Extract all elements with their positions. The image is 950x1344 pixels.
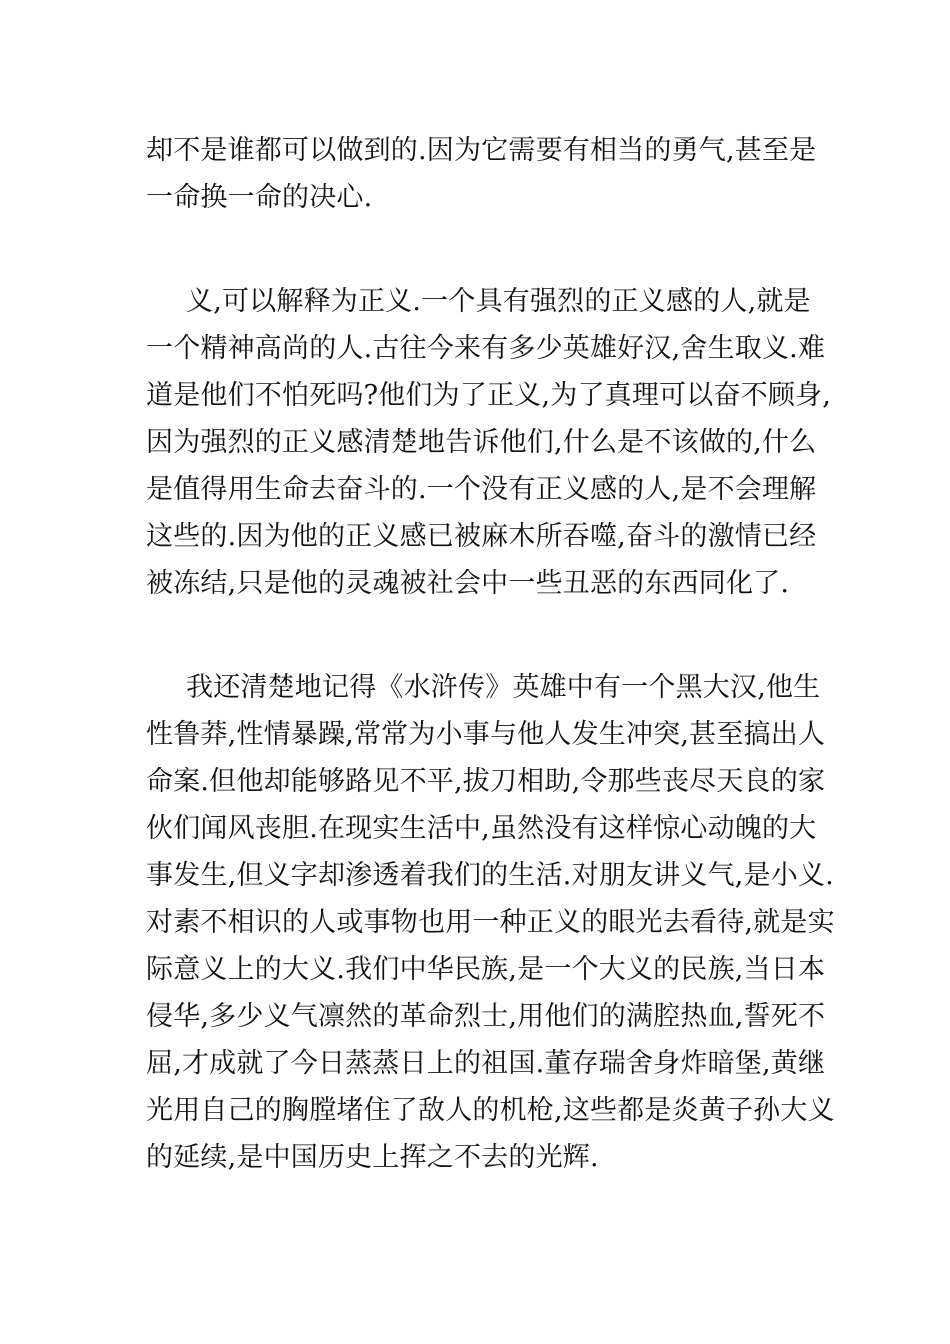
paragraph-2-line-1: 义,可以解释为正义.一个具有强烈的正义感的人,就是	[186, 286, 811, 317]
paragraph-3-line-6: 对素不相识的人或事物也用一种正义的眼光去看待,就是实	[146, 907, 835, 938]
paragraph-3-line-4: 伙们闻风丧胆.在现实生活中,虽然没有这样惊心动魄的大	[146, 813, 817, 844]
paragraph-2-line-3: 道是他们不怕死吗?他们为了正义,为了真理可以奋不顾身,	[146, 380, 832, 411]
paragraph-2-line-4: 因为强烈的正义感清楚地告诉他们,什么是不该做的,什么	[146, 427, 817, 458]
paragraph-3-line-5: 事发生,但义字却渗透着我们的生活.对朋友讲义气,是小义.	[146, 860, 834, 891]
paragraph-2-line-7: 被冻结,只是他的灵魂被社会中一些丑恶的东西同化了.	[146, 568, 790, 599]
paragraph-2-line-6: 这些的.因为他的正义感已被麻木所吞噬,奋斗的激情已经	[146, 521, 817, 552]
paragraph-3-line-2: 性鲁莽,性情暴躁,常常为小事与他人发生冲突,甚至搞出人	[146, 719, 826, 750]
paragraph-3-line-11: 的延续,是中国历史上挥之不去的光辉.	[146, 1142, 599, 1173]
paragraph-1-line-2: 一命换一命的决心.	[146, 182, 373, 213]
paragraph-2-line-5: 是值得用生命去奋斗的.一个没有正义感的人,是不会理解	[146, 474, 817, 505]
paragraph-2-line-2: 一个精神高尚的人.古往今来有多少英雄好汉,舍生取义.难	[146, 333, 826, 364]
paragraph-3-line-7: 际意义上的大义.我们中华民族,是一个大义的民族,当日本	[146, 954, 826, 985]
paragraph-3-line-9: 屈,才成就了今日蒸蒸日上的祖国.董存瑞舍身炸暗堡,黄继	[146, 1048, 826, 1079]
paragraph-1-line-1: 却不是谁都可以做到的.因为它需要有相当的勇气,甚至是	[146, 135, 817, 166]
paragraph-3-line-3: 命案.但他却能够路见不平,拔刀相助,令那些丧尽天良的家	[146, 766, 826, 797]
paragraph-3-line-8: 侵华,多少义气凛然的革命烈士,用他们的满腔热血,誓死不	[146, 1001, 826, 1032]
paragraph-3-line-1: 我还清楚地记得《水浒传》英雄中有一个黑大汉,他生	[186, 672, 821, 703]
paragraph-3-line-10: 光用自己的胸膛堵住了敌人的机枪,这些都是炎黄子孙大义	[146, 1095, 835, 1126]
